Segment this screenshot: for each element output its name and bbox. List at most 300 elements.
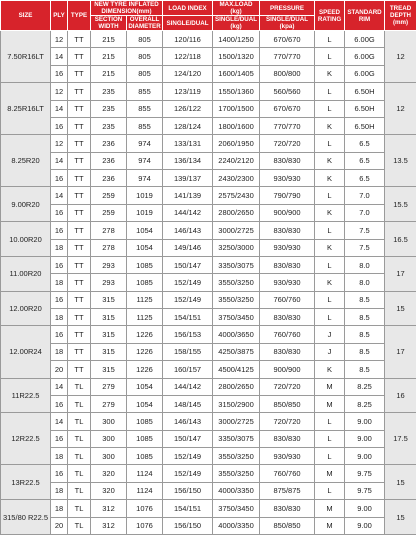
tread-depth-cell: 17: [385, 256, 416, 291]
type-cell: TL: [68, 448, 91, 465]
max-load-cell: 4250/3875: [213, 343, 260, 360]
ply-cell: 14: [51, 48, 68, 65]
table-row: [1, 187, 416, 204]
standard-rim-cell: 6.50H: [345, 100, 385, 117]
overall-diameter-cell: 1226: [127, 361, 163, 378]
max-load-cell: 3000/2725: [213, 222, 260, 239]
max-load-cell: 2575/2430: [213, 187, 260, 204]
max-load-cell: 3550/3250: [213, 448, 260, 465]
section-width-cell: 320: [91, 465, 127, 482]
load-index-cell: 156/150: [163, 517, 213, 535]
ply-cell: 18: [51, 343, 68, 360]
header-max-load: MAX.LOAD (kg): [213, 1, 260, 16]
header-speed-rating: SPEED RATING: [315, 1, 345, 31]
tread-depth-cell: 15.5: [385, 187, 416, 222]
standard-rim-cell: 6.00G: [345, 31, 385, 48]
ply-cell: 16: [51, 291, 68, 308]
tread-depth-cell: 16.5: [385, 222, 416, 257]
standard-rim-cell: 9.00: [345, 448, 385, 465]
overall-diameter-cell: 855: [127, 100, 163, 117]
max-load-cell: 3750/3450: [213, 500, 260, 517]
ply-cell: 18: [51, 309, 68, 326]
speed-rating-cell: L: [315, 256, 345, 273]
pressure-cell: 770/770: [260, 48, 315, 65]
table-row: [1, 204, 416, 221]
load-index-cell: 156/153: [163, 326, 213, 343]
section-width-cell: 315: [91, 343, 127, 360]
type-cell: TT: [68, 343, 91, 360]
section-width-cell: 300: [91, 413, 127, 430]
pressure-cell: 790/790: [260, 187, 315, 204]
tyre-size-cell: 12R22.5: [1, 413, 51, 465]
overall-diameter-cell: 1054: [127, 222, 163, 239]
ply-cell: 16: [51, 117, 68, 134]
standard-rim-cell: 8.25: [345, 395, 385, 412]
max-load-cell: 3000/2725: [213, 413, 260, 430]
table-row: [1, 309, 416, 326]
ply-cell: 18: [51, 482, 68, 499]
load-index-cell: 150/147: [163, 256, 213, 273]
max-load-cell: 2430/2300: [213, 170, 260, 187]
max-load-cell: 1500/1320: [213, 48, 260, 65]
standard-rim-cell: 8.5: [345, 361, 385, 378]
load-index-cell: 141/139: [163, 187, 213, 204]
speed-rating-cell: L: [315, 309, 345, 326]
header-overall-diameter: OVERALL DIAMETER: [128, 16, 161, 30]
max-load-cell: 3350/3075: [213, 430, 260, 447]
ply-cell: 12: [51, 31, 68, 48]
speed-rating-cell: M: [315, 378, 345, 395]
type-cell: TT: [68, 135, 91, 152]
load-index-cell: 133/131: [163, 135, 213, 152]
standard-rim-cell: 9.00: [345, 413, 385, 430]
section-width-cell: 235: [91, 83, 127, 100]
table-row: [1, 482, 416, 499]
standard-rim-cell: 6.5: [345, 170, 385, 187]
tread-depth-cell: 17.5: [385, 413, 416, 465]
ply-cell: 20: [51, 361, 68, 378]
section-width-cell: 315: [91, 361, 127, 378]
type-cell: TT: [68, 361, 91, 378]
ply-cell: 18: [51, 239, 68, 256]
standard-rim-cell: 8.0: [345, 256, 385, 273]
tread-depth-cell: 12: [385, 31, 416, 83]
section-width-cell: 315: [91, 326, 127, 343]
pressure-cell: 930/930: [260, 448, 315, 465]
speed-rating-cell: L: [315, 48, 345, 65]
table-row: [1, 395, 416, 412]
ply-cell: 14: [51, 152, 68, 169]
speed-rating-cell: L: [315, 83, 345, 100]
tyre-size-cell: 12.00R24: [1, 326, 51, 378]
pressure-cell: 670/670: [260, 31, 315, 48]
table-row: [1, 343, 416, 360]
header-pressure-single-dual: [260, 16, 315, 31]
table-row: [1, 256, 416, 273]
load-index-cell: 154/151: [163, 309, 213, 326]
max-load-cell: 4500/4125: [213, 361, 260, 378]
load-index-cell: 128/124: [163, 117, 213, 134]
load-index-cell: 146/143: [163, 222, 213, 239]
overall-diameter-cell: 1226: [127, 326, 163, 343]
table-row: [1, 500, 416, 517]
overall-diameter-cell: 1076: [127, 517, 163, 535]
ply-cell: 16: [51, 65, 68, 82]
max-load-cell: 1400/1250: [213, 31, 260, 48]
overall-diameter-cell: 1085: [127, 430, 163, 447]
ply-cell: 16: [51, 222, 68, 239]
speed-rating-cell: K: [315, 239, 345, 256]
ply-cell: 16: [51, 170, 68, 187]
load-index-cell: 148/145: [163, 395, 213, 412]
load-index-cell: 152/149: [163, 291, 213, 308]
pressure-cell: 900/900: [260, 204, 315, 221]
tyre-size-cell: 7.50R16LT: [1, 31, 51, 83]
table-row: [1, 361, 416, 378]
section-width-cell: 300: [91, 448, 127, 465]
load-index-cell: 150/147: [163, 430, 213, 447]
table-row: [1, 31, 416, 48]
max-load-cell: 1550/1360: [213, 83, 260, 100]
tyre-size-cell: 8.25R20: [1, 135, 51, 187]
type-cell: TL: [68, 395, 91, 412]
header-section-width: SECTION WIDTH: [91, 16, 127, 31]
pressure-cell: 830/830: [260, 152, 315, 169]
type-cell: TT: [68, 256, 91, 273]
section-width-cell: 300: [91, 430, 127, 447]
overall-diameter-cell: 974: [127, 135, 163, 152]
section-width-cell: 236: [91, 152, 127, 169]
standard-rim-cell: 7.5: [345, 239, 385, 256]
tyre-size-cell: 12.00R20: [1, 291, 51, 326]
overall-diameter-cell: 805: [127, 65, 163, 82]
max-load-cell: 3250/3000: [213, 239, 260, 256]
header-tread-depth: TREAD DEPTH (mm): [385, 1, 416, 31]
max-load-cell: 4000/3350: [213, 517, 260, 535]
max-load-cell: 2800/2650: [213, 204, 260, 221]
speed-rating-cell: K: [315, 65, 345, 82]
pressure-cell: 830/830: [260, 343, 315, 360]
section-width-cell: 259: [91, 204, 127, 221]
type-cell: TL: [68, 465, 91, 482]
type-cell: TT: [68, 48, 91, 65]
load-index-cell: 144/142: [163, 204, 213, 221]
load-index-cell: 120/116: [163, 31, 213, 48]
load-index-cell: 122/118: [163, 48, 213, 65]
speed-rating-cell: L: [315, 430, 345, 447]
overall-diameter-cell: 1076: [127, 500, 163, 517]
overall-diameter-cell: 974: [127, 170, 163, 187]
speed-rating-cell: L: [315, 482, 345, 499]
ply-cell: 16: [51, 256, 68, 273]
tyre-size-cell: 10.00R20: [1, 222, 51, 257]
header-max-load-sub-label: SINGLE/DUAL: [215, 16, 257, 23]
load-index-cell: 144/142: [163, 378, 213, 395]
table-row: [1, 170, 416, 187]
overall-diameter-cell: 1125: [127, 291, 163, 308]
ply-cell: 18: [51, 448, 68, 465]
section-width-cell: 279: [91, 395, 127, 412]
max-load-cell: 2240/2120: [213, 152, 260, 169]
overall-diameter-cell: 1054: [127, 378, 163, 395]
section-width-cell: 293: [91, 274, 127, 291]
load-index-cell: 152/149: [163, 465, 213, 482]
section-width-cell: 236: [91, 135, 127, 152]
type-cell: TT: [68, 152, 91, 169]
section-width-cell: 235: [91, 100, 127, 117]
standard-rim-cell: 7.5: [345, 222, 385, 239]
section-width-cell: 312: [91, 500, 127, 517]
table-row: [1, 65, 416, 82]
speed-rating-cell: L: [315, 135, 345, 152]
standard-rim-cell: 8.5: [345, 291, 385, 308]
type-cell: TT: [68, 326, 91, 343]
speed-rating-cell: K: [315, 361, 345, 378]
overall-diameter-cell: 1085: [127, 448, 163, 465]
section-width-cell: 259: [91, 187, 127, 204]
table-row: [1, 326, 416, 343]
type-cell: TT: [68, 204, 91, 221]
load-index-cell: 149/146: [163, 239, 213, 256]
table-body: [1, 31, 416, 535]
ply-cell: 18: [51, 274, 68, 291]
pressure-cell: 720/720: [260, 413, 315, 430]
header-pressure: PRESSURE: [260, 1, 315, 16]
pressure-cell: 670/670: [260, 100, 315, 117]
type-cell: TT: [68, 222, 91, 239]
tyre-size-cell: 11.00R20: [1, 256, 51, 291]
overall-diameter-cell: 1125: [127, 309, 163, 326]
ply-cell: 16: [51, 395, 68, 412]
max-load-cell: 4000/3350: [213, 482, 260, 499]
header-pressure-sub-label: SINGLE/DUAL: [266, 16, 308, 23]
speed-rating-cell: M: [315, 465, 345, 482]
section-width-cell: 215: [91, 48, 127, 65]
overall-diameter-cell: 1019: [127, 204, 163, 221]
overall-diameter-cell: 1085: [127, 274, 163, 291]
type-cell: TT: [68, 117, 91, 134]
speed-rating-cell: L: [315, 31, 345, 48]
table-row: [1, 83, 416, 100]
pressure-cell: 830/830: [260, 500, 315, 517]
standard-rim-cell: 6.00G: [345, 65, 385, 82]
overall-diameter-cell: 974: [127, 152, 163, 169]
table-row: [1, 152, 416, 169]
overall-diameter-cell: 855: [127, 117, 163, 134]
ply-cell: 16: [51, 465, 68, 482]
header-ply: PLY: [51, 1, 68, 31]
tread-depth-cell: 12: [385, 83, 416, 135]
pressure-cell: 760/760: [260, 291, 315, 308]
type-cell: TT: [68, 83, 91, 100]
overall-diameter-cell: 1054: [127, 395, 163, 412]
overall-diameter-cell: 1226: [127, 343, 163, 360]
overall-diameter-cell: 1124: [127, 465, 163, 482]
header-new-tyre-dimension: NEW TYRE INFLATED DIMENSION(mm): [91, 1, 163, 16]
table-row: [1, 100, 416, 117]
standard-rim-cell: 6.50H: [345, 117, 385, 134]
section-width-cell: 315: [91, 309, 127, 326]
speed-rating-cell: L: [315, 448, 345, 465]
load-index-cell: 124/120: [163, 65, 213, 82]
speed-rating-cell: M: [315, 517, 345, 535]
section-width-cell: 215: [91, 65, 127, 82]
type-cell: TT: [68, 309, 91, 326]
pressure-cell: 930/930: [260, 274, 315, 291]
max-load-cell: 4000/3650: [213, 326, 260, 343]
speed-rating-cell: K: [315, 170, 345, 187]
section-width-cell: 236: [91, 170, 127, 187]
load-index-cell: 146/143: [163, 413, 213, 430]
header-type: TYPE: [68, 1, 91, 31]
standard-rim-cell: 7.0: [345, 204, 385, 221]
load-index-cell: 154/151: [163, 500, 213, 517]
pressure-cell: 850/850: [260, 517, 315, 535]
max-load-cell: 3550/3250: [213, 465, 260, 482]
speed-rating-cell: L: [315, 187, 345, 204]
pressure-cell: 900/900: [260, 361, 315, 378]
table-row: [1, 413, 416, 430]
load-index-cell: 152/149: [163, 448, 213, 465]
header-size: SIZE: [1, 1, 51, 31]
standard-rim-cell: 8.5: [345, 326, 385, 343]
overall-diameter-cell: 1019: [127, 187, 163, 204]
type-cell: TT: [68, 239, 91, 256]
max-load-cell: 3150/2900: [213, 395, 260, 412]
standard-rim-cell: 6.5: [345, 135, 385, 152]
pressure-cell: 800/800: [260, 65, 315, 82]
pressure-cell: 770/770: [260, 117, 315, 134]
header-load-index-single-dual: SINGLE/DUAL: [163, 16, 213, 31]
tyre-size-cell: 315/80 R22.5: [1, 500, 51, 535]
table-row: [1, 430, 416, 447]
type-cell: TT: [68, 291, 91, 308]
type-cell: TT: [68, 31, 91, 48]
header-standard-rim: STANDARD RIM: [345, 1, 385, 31]
type-cell: TT: [68, 65, 91, 82]
type-cell: TL: [68, 482, 91, 499]
section-width-cell: 293: [91, 256, 127, 273]
section-width-cell: 315: [91, 291, 127, 308]
max-load-cell: 1800/1600: [213, 117, 260, 134]
table-row: [1, 222, 416, 239]
standard-rim-cell: 9.00: [345, 500, 385, 517]
ply-cell: 18: [51, 500, 68, 517]
tread-depth-cell: 16: [385, 378, 416, 413]
type-cell: TL: [68, 500, 91, 517]
max-load-cell: 3750/3450: [213, 309, 260, 326]
ply-cell: 16: [51, 326, 68, 343]
standard-rim-cell: 6.50H: [345, 83, 385, 100]
section-width-cell: 278: [91, 239, 127, 256]
max-load-cell: 3550/3250: [213, 291, 260, 308]
pressure-cell: 930/930: [260, 239, 315, 256]
ply-cell: 12: [51, 83, 68, 100]
speed-rating-cell: K: [315, 204, 345, 221]
tyre-size-cell: 9.00R20: [1, 187, 51, 222]
table-row: [1, 274, 416, 291]
type-cell: TT: [68, 170, 91, 187]
speed-rating-cell: L: [315, 291, 345, 308]
standard-rim-cell: 9.00: [345, 517, 385, 535]
max-load-cell: 3350/3075: [213, 256, 260, 273]
pressure-cell: 930/930: [260, 170, 315, 187]
header-max-load-unit: (kg): [230, 23, 242, 30]
ply-cell: 16: [51, 204, 68, 221]
standard-rim-cell: 8.5: [345, 343, 385, 360]
section-width-cell: 215: [91, 31, 127, 48]
max-load-cell: 2060/1950: [213, 135, 260, 152]
standard-rim-cell: 7.0: [345, 187, 385, 204]
speed-rating-cell: J: [315, 343, 345, 360]
speed-rating-cell: J: [315, 326, 345, 343]
pressure-cell: 760/760: [260, 465, 315, 482]
table-row: [1, 448, 416, 465]
header-max-load-single-dual: [213, 16, 260, 31]
ply-cell: 14: [51, 187, 68, 204]
section-width-cell: 312: [91, 517, 127, 535]
pressure-cell: 830/830: [260, 430, 315, 447]
table-row: [1, 239, 416, 256]
section-width-cell: 278: [91, 222, 127, 239]
ply-cell: 12: [51, 135, 68, 152]
speed-rating-cell: M: [315, 395, 345, 412]
standard-rim-cell: 6.00G: [345, 48, 385, 65]
max-load-cell: 1600/1405: [213, 65, 260, 82]
table-row: [1, 135, 416, 152]
load-index-cell: 123/119: [163, 83, 213, 100]
overall-diameter-cell: 1124: [127, 482, 163, 499]
table-row: [1, 48, 416, 65]
ply-cell: 20: [51, 517, 68, 535]
load-index-cell: 152/149: [163, 274, 213, 291]
type-cell: TL: [68, 517, 91, 535]
tread-depth-cell: 17: [385, 326, 416, 378]
pressure-cell: 830/830: [260, 256, 315, 273]
overall-diameter-cell: 1054: [127, 239, 163, 256]
pressure-cell: 830/830: [260, 309, 315, 326]
table-row: [1, 378, 416, 395]
table-row: [1, 291, 416, 308]
standard-rim-cell: 6.5: [345, 152, 385, 169]
load-index-cell: 139/137: [163, 170, 213, 187]
standard-rim-cell: 9.75: [345, 465, 385, 482]
speed-rating-cell: L: [315, 413, 345, 430]
standard-rim-cell: 9.00: [345, 430, 385, 447]
load-index-cell: 136/134: [163, 152, 213, 169]
tyre-size-cell: 13R22.5: [1, 465, 51, 500]
tread-depth-cell: 13.5: [385, 135, 416, 187]
section-width-cell: 320: [91, 482, 127, 499]
type-cell: TT: [68, 274, 91, 291]
overall-diameter-cell: 805: [127, 48, 163, 65]
speed-rating-cell: K: [315, 117, 345, 134]
load-index-cell: 160/157: [163, 361, 213, 378]
type-cell: TL: [68, 430, 91, 447]
ply-cell: 14: [51, 413, 68, 430]
standard-rim-cell: 9.75: [345, 482, 385, 499]
speed-rating-cell: K: [315, 274, 345, 291]
standard-rim-cell: 8.5: [345, 309, 385, 326]
overall-diameter-cell: 1085: [127, 256, 163, 273]
tread-depth-cell: 15: [385, 291, 416, 326]
pressure-cell: 850/850: [260, 395, 315, 412]
speed-rating-cell: L: [315, 100, 345, 117]
speed-rating-cell: K: [315, 152, 345, 169]
table-header: [1, 1, 416, 31]
tread-depth-cell: 15: [385, 500, 416, 535]
speed-rating-cell: M: [315, 500, 345, 517]
